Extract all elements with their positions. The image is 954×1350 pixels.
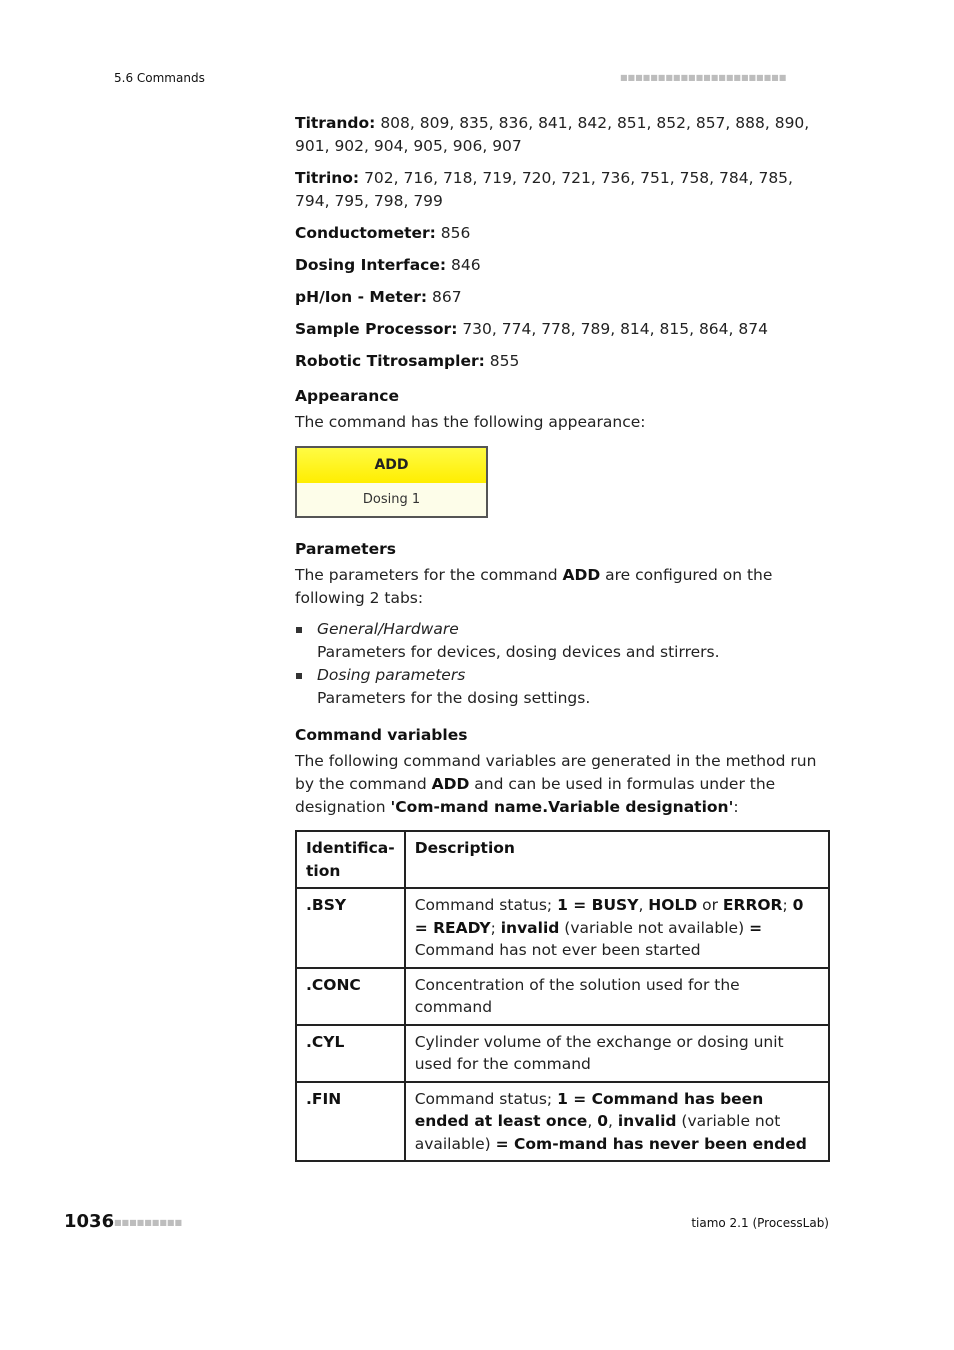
parameters-text: The parameters for the command ADD are configured on the following 2 tabs: (295, 566, 773, 607)
variable-id: .CYL (296, 1025, 405, 1082)
variable-description: Command status; 1 = BUSY, HOLD or ERROR; 0 = READY; invalid (variable not available) = Command has not ever been started (405, 888, 829, 968)
variable-description: Cylinder volume of the exchange or dosing unit used for the command (405, 1025, 829, 1082)
spec-sample-processor: Sample Processor: 730, 774, 778, 789, 814, 815, 864, 874 (295, 320, 768, 338)
list-item (295, 618, 830, 664)
appearance-heading: Appearance (295, 387, 399, 405)
add-command-box (295, 446, 488, 518)
page-number: 1036 (64, 1211, 115, 1232)
variable-id: .CONC (296, 968, 405, 1025)
variable-id: .BSY (296, 888, 405, 968)
spec-dosing-interface: Dosing Interface: 846 (295, 256, 481, 274)
table-row (296, 1082, 829, 1162)
tab-description: Parameters for the dosing settings. (317, 689, 591, 707)
list-item (295, 664, 830, 710)
spec-robotic-titrosampler: Robotic Titrosampler: 855 (295, 352, 520, 370)
product-name: tiamo 2.1 (ProcessLab) (691, 1216, 829, 1230)
tab-name: General/Hardware (317, 620, 459, 638)
variable-description: Command status; 1 = Command has been ended at least once, 0, invalid (variable not available) = Com-mand has never been ended (405, 1082, 829, 1162)
footer-decoration-dots: ■■■■■■■■■ (114, 1218, 183, 1227)
appearance-text: The command has the following appearance: (295, 413, 646, 431)
add-command-subtitle: Dosing 1 (297, 483, 486, 516)
table-row (296, 1025, 829, 1082)
parameter-tab-list (295, 618, 830, 710)
table-row (296, 888, 829, 968)
header-decoration-dots: ■■■■■■■■■■■■■■■■■■■■■■ (620, 73, 787, 82)
column-header-identification: Identifica-tion (296, 831, 405, 888)
spec-conductometer: Conductometer: 856 (295, 224, 471, 242)
running-header-section: 5.6 Commands (114, 71, 205, 85)
page-content (295, 112, 830, 1162)
column-header-description: Description (405, 831, 829, 888)
spec-titrando: Titrando: 808, 809, 835, 836, 841, 842, 851, 852, 857, 888, 890, 901, 902, 904, 905, 906, 907 (295, 114, 810, 155)
command-variables-table (295, 830, 830, 1162)
tab-name: Dosing parameters (317, 666, 466, 684)
command-variables-text: The following command variables are generated in the method run by the command ADD and can be used in formulas under the designation 'Com-mand name.Variable designation': (295, 752, 817, 816)
table-header-row (296, 831, 829, 888)
table-row (296, 968, 829, 1025)
bullet-square-icon (296, 673, 302, 679)
parameters-heading: Parameters (295, 540, 396, 558)
spec-titrino: Titrino: 702, 716, 718, 719, 720, 721, 736, 751, 758, 784, 785, 794, 795, 798, 799 (295, 169, 793, 210)
variable-id: .FIN (296, 1082, 405, 1162)
bullet-square-icon (296, 627, 302, 633)
command-variables-heading: Command variables (295, 726, 468, 744)
add-command-title: ADD (297, 448, 486, 483)
tab-description: Parameters for devices, dosing devices and stirrers. (317, 643, 720, 661)
spec-ph-ion-meter: pH/Ion - Meter: 867 (295, 288, 462, 306)
variable-description: Concentration of the solution used for the command (405, 968, 829, 1025)
